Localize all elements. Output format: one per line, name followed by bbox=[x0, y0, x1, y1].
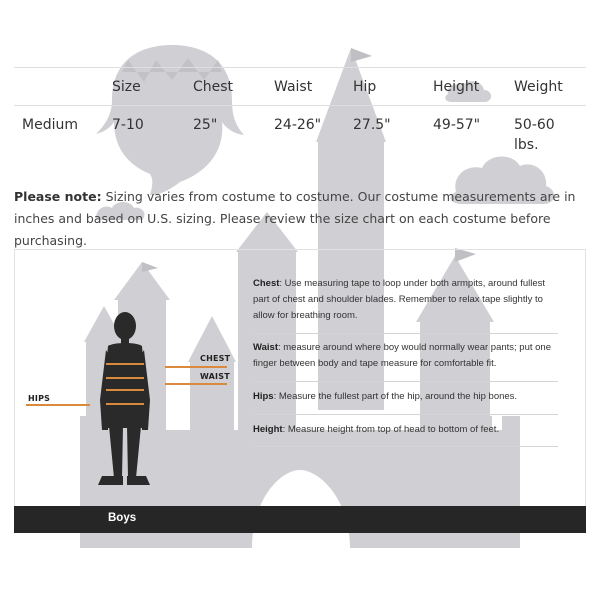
hips-term: Hips bbox=[253, 391, 274, 402]
chest-label: CHEST bbox=[200, 354, 231, 363]
hips-leader-line bbox=[26, 404, 90, 406]
chest-definition bbox=[253, 276, 560, 324]
note-lead: Please note: bbox=[14, 189, 102, 204]
height-text: : Measure height from top of head to bottom of feet. bbox=[282, 424, 500, 435]
header-weight: Weight bbox=[514, 79, 563, 95]
sizing-note bbox=[14, 186, 586, 252]
cell-size: 7-10 bbox=[112, 117, 144, 133]
category-bar bbox=[14, 506, 586, 533]
category-label: Boys bbox=[108, 512, 137, 524]
divider bbox=[253, 414, 558, 415]
waist-text: : measure around where boy would normally wear pants; put one finger between body and tape measure for comfortable fit. bbox=[253, 342, 551, 369]
hips-text: : Measure the fullest part of the hip, around the hip bones. bbox=[273, 391, 518, 402]
divider bbox=[253, 381, 558, 382]
table-row bbox=[14, 105, 586, 157]
hips-label: HIPS bbox=[28, 394, 51, 403]
header-chest: Chest bbox=[193, 79, 234, 95]
hips-definition bbox=[253, 389, 560, 405]
cell-size-name: Medium bbox=[22, 117, 78, 133]
cell-hip: 27.5" bbox=[353, 117, 391, 133]
cell-waist: 24-26" bbox=[274, 117, 322, 133]
height-definition bbox=[253, 422, 560, 438]
waist-leader-line bbox=[165, 383, 227, 385]
height-term: Height bbox=[253, 424, 283, 435]
note-text: Sizing varies from costume to costume. Our costume measurements are in inches and based on U.S. sizing. Please review the size chart on each costume before purchasing. bbox=[14, 189, 576, 248]
header-hip: Hip bbox=[353, 79, 377, 95]
chest-leader-line bbox=[165, 366, 227, 368]
waist-label: WAIST bbox=[200, 372, 230, 381]
cell-chest: 25" bbox=[193, 117, 218, 133]
header-waist: Waist bbox=[274, 79, 313, 95]
chest-term: Chest bbox=[253, 278, 280, 289]
waist-term: Waist bbox=[253, 342, 278, 353]
divider bbox=[253, 446, 558, 447]
size-table-header bbox=[14, 67, 586, 106]
boy-silhouette-icon bbox=[92, 310, 158, 490]
chest-text: : Use measuring tape to loop under both armpits, around fullest part of chest and shoulder blades. Remember to relax tape slightly to allow for breathing room. bbox=[253, 278, 546, 321]
divider bbox=[253, 333, 558, 334]
header-height: Height bbox=[433, 79, 480, 95]
waist-definition bbox=[253, 340, 560, 372]
cell-height: 49-57" bbox=[433, 117, 481, 133]
cell-weight: 50-60 lbs. bbox=[514, 117, 555, 153]
header-size: Size bbox=[112, 79, 141, 95]
